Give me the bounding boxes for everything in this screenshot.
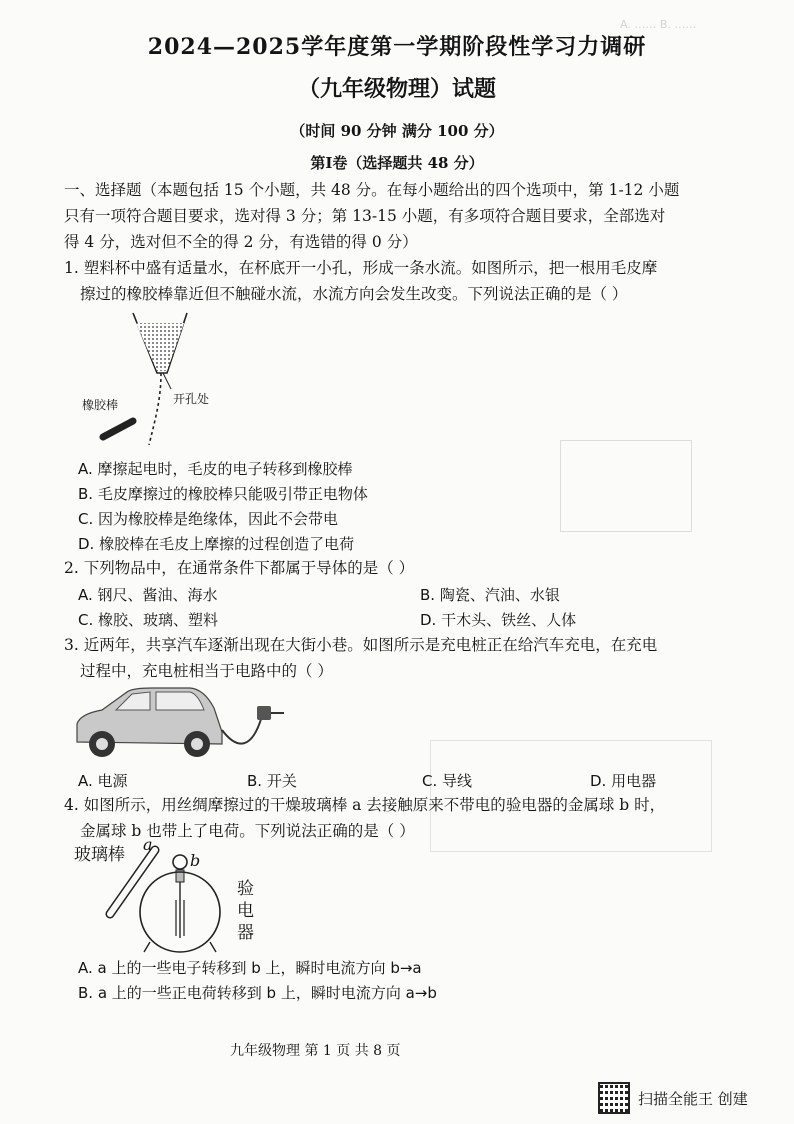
option-a[interactable]: A. 电源 xyxy=(78,772,128,790)
scanner-watermark xyxy=(598,1082,748,1114)
option-c[interactable]: C. 导线 xyxy=(422,772,473,790)
time-info: （时间 90 分钟 满分 100 分） xyxy=(290,122,504,140)
question-1-stem: 1. 塑料杯中盛有适量水，在杯底开一小孔，形成一条水流。如图所示，把一根用毛皮摩 xyxy=(64,259,658,277)
question-3-stem: 过程中，充电桩相当于电路中的（ ） xyxy=(80,662,333,680)
option-d[interactable]: D. 干木头、铁丝、人体 xyxy=(420,611,577,629)
option-c[interactable]: C. 橡胶、玻璃、塑料 xyxy=(78,611,219,629)
section-heading: 第Ⅰ卷（选择题共 48 分） xyxy=(310,154,484,172)
option-a[interactable]: A. a 上的一些电子转移到 b 上，瞬时电流方向 b→a xyxy=(78,959,422,977)
question-4-stem: 金属球 b 也带上了电荷。下列说法正确的是（ ） xyxy=(80,822,415,840)
option-d[interactable]: D. 用电器 xyxy=(590,772,657,790)
option-d[interactable]: D. 橡胶棒在毛皮上摩擦的过程创造了电荷 xyxy=(78,535,355,553)
bleed-through-circuit xyxy=(560,440,692,532)
rubber-rod-label: 橡胶棒 xyxy=(82,398,119,412)
bleed-through-text: A. …… B. …… xyxy=(620,18,697,31)
car-charging-figure xyxy=(72,680,287,770)
option-b[interactable]: B. a 上的一些正电荷转移到 b 上，瞬时电流方向 a→b xyxy=(78,984,437,1002)
option-a[interactable]: A. 钢尺、酱油、海水 xyxy=(78,586,218,604)
page-subtitle: （九年级物理）试题 xyxy=(297,76,496,102)
option-c[interactable]: C. 因为橡胶棒是绝缘体，因此不会带电 xyxy=(78,510,339,528)
label-b: b xyxy=(190,851,201,870)
electroscope-label: 验电器 xyxy=(237,879,254,943)
page-footer: 九年级物理 第 1 页 共 8 页 xyxy=(230,1043,401,1059)
qr-code-icon xyxy=(598,1082,630,1114)
instructions-line: 一、选择题（本题包括 15 个小题，共 48 分。在每小题给出的四个选项中，第 1-12 小题 xyxy=(64,181,680,199)
page-title: 2024—2025学年度第一学期阶段性学习力调研 xyxy=(147,34,647,60)
option-b[interactable]: B. 陶瓷、汽油、水银 xyxy=(420,586,560,604)
option-b[interactable]: B. 开关 xyxy=(247,772,297,790)
option-b[interactable]: B. 毛皮摩擦过的橡胶棒只能吸引带正电物体 xyxy=(78,485,368,503)
option-a[interactable]: A. 摩擦起电时，毛皮的电子转移到橡胶棒 xyxy=(78,460,353,478)
watermark-text: 扫描全能王 创建 xyxy=(638,1089,748,1108)
question-3-stem: 3. 近两年，共享汽车逐渐出现在大街小巷。如图所示是充电桩正在给汽车充电，在充电 xyxy=(64,636,658,654)
instructions-line: 只有一项符合题目要求，选对得 3 分；第 13-15 小题，有多项符合题目要求，全部选对 xyxy=(64,207,666,225)
hole-label: 开孔处 xyxy=(173,392,210,406)
question-2-stem: 2. 下列物品中，在通常条件下都属于导体的是（ ） xyxy=(64,559,415,577)
water-cup-figure xyxy=(75,305,235,455)
question-4-stem: 4. 如图所示，用丝绸摩擦过的干燥玻璃棒 a 去接触原来不带电的验电器的金属球 b 时， xyxy=(64,796,666,814)
label-a: a xyxy=(143,835,153,854)
question-1-stem: 擦过的橡胶棒靠近但不触碰水流，水流方向会发生改变。下列说法正确的是（ ） xyxy=(80,285,628,303)
glass-rod-label: 玻璃棒 xyxy=(74,845,125,865)
instructions-line: 得 4 分，选对但不全的得 2 分，有选错的得 0 分） xyxy=(64,233,418,251)
